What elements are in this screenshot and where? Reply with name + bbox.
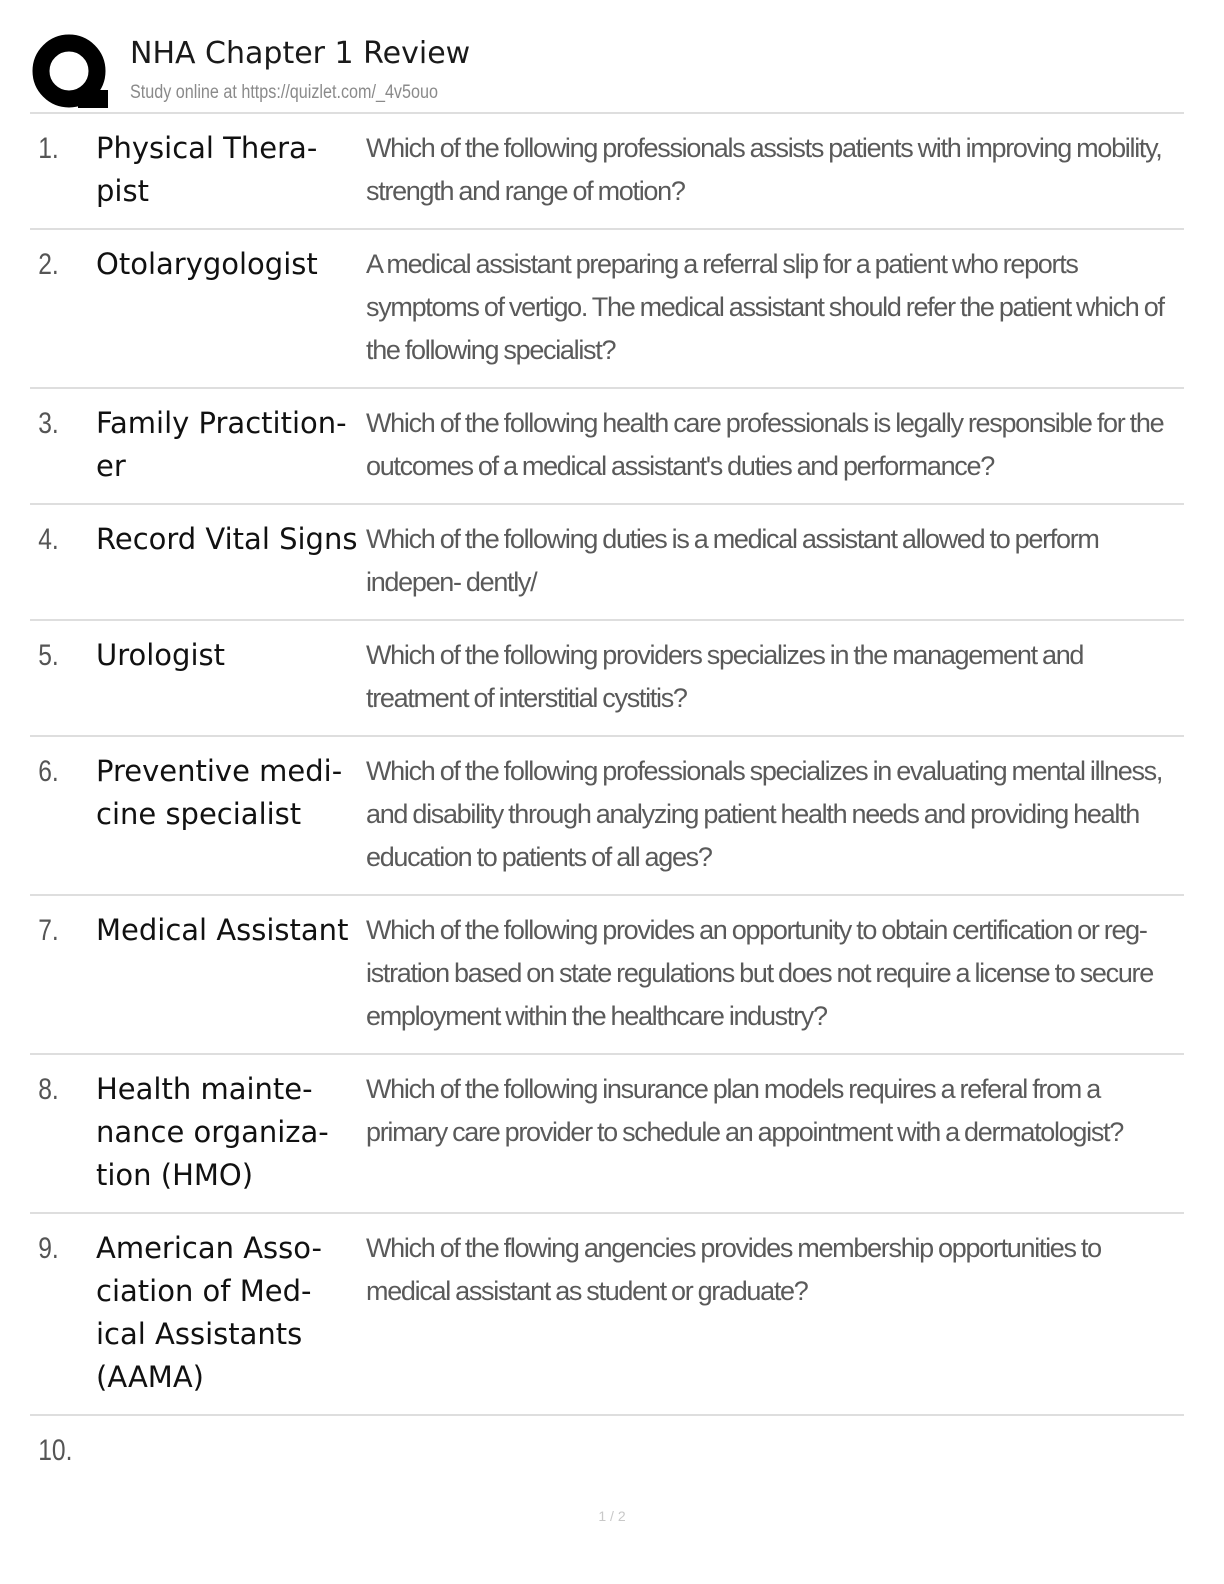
card-definition: Which of the following health care professionals is legally responsible for the outcomes of a medical assistant's duties and performance? xyxy=(366,408,1164,481)
card-number: 1. xyxy=(38,132,59,165)
flashcard-row xyxy=(30,896,1184,1055)
flashcard-row xyxy=(30,114,1184,230)
flashcard-row xyxy=(30,505,1184,621)
page-header xyxy=(30,30,1184,114)
card-number: 10. xyxy=(38,1434,73,1467)
flashcard-row xyxy=(30,1214,1184,1416)
flashcard-row xyxy=(30,621,1184,737)
card-definition: Which of the following insurance plan models requires a referal from a primary care provider to schedule an appointment with a dermatologist? xyxy=(366,1074,1123,1147)
card-number: 4. xyxy=(38,523,59,556)
card-definition xyxy=(366,1429,1184,1472)
card-definition: Which of the following providers specializes in the management and treatment of interstitial cystitis? xyxy=(366,640,1084,713)
flashcard-row xyxy=(30,389,1184,505)
card-number: 8. xyxy=(38,1073,59,1106)
card-number: 2. xyxy=(38,248,59,281)
card-term: Urologist xyxy=(96,638,225,672)
card-term xyxy=(96,1429,366,1472)
quizlet-logo-icon xyxy=(32,34,110,112)
card-definition: Which of the following professionals assists patients with improving mobility, strength and range of motion? xyxy=(366,133,1162,206)
flashcard-list xyxy=(30,114,1184,1487)
card-term: Otolarygologist xyxy=(96,247,318,281)
card-definition: Which of the flowing angencies provides membership opportunities to medical assistant as student or graduate? xyxy=(366,1233,1101,1306)
study-online-link[interactable]: Study online at https://quizlet.com/_4v5ouo xyxy=(130,82,438,103)
card-number: 9. xyxy=(38,1232,59,1265)
card-definition: Which of the following professionals specializes in evaluating mental illness, and disability through analyzing patient health needs and providing health education to patients of all ages? xyxy=(366,756,1163,872)
flashcard-row xyxy=(30,1416,1184,1487)
card-term: Health mainte- nance organiza- tion (HMO) xyxy=(96,1072,329,1192)
card-number: 6. xyxy=(38,755,59,788)
card-number: 7. xyxy=(38,914,59,947)
flashcard-row xyxy=(30,230,1184,389)
page-title: NHA Chapter 1 Review xyxy=(130,36,471,71)
flashcard-row xyxy=(30,737,1184,896)
card-number: 3. xyxy=(38,407,59,440)
card-term: Medical Assistant xyxy=(96,913,349,947)
card-definition: Which of the following provides an opportunity to obtain certification or reg- istration based on state regulations but does not require a license to secure employment within the healthcare industry? xyxy=(366,915,1153,1031)
card-term: Record Vital Signs xyxy=(96,522,358,556)
card-term: Physical Thera- pist xyxy=(96,131,318,208)
card-definition: Which of the following duties is a medical assistant allowed to perform indepen- dently/ xyxy=(366,524,1099,597)
card-term: American Asso- ciation of Med- ical Assistants (AAMA) xyxy=(96,1231,323,1394)
card-term: Family Practition- er xyxy=(96,406,347,483)
card-number: 5. xyxy=(38,639,59,672)
flashcard-row xyxy=(30,1055,1184,1214)
card-term: Preventive medi- cine specialist xyxy=(96,754,343,831)
card-definition: A medical assistant preparing a referral slip for a patient who reports symptoms of vertigo. The medical assistant should refer the patient which of the following specialist? xyxy=(366,249,1164,365)
page-number: 1 / 2 xyxy=(598,1508,626,1524)
